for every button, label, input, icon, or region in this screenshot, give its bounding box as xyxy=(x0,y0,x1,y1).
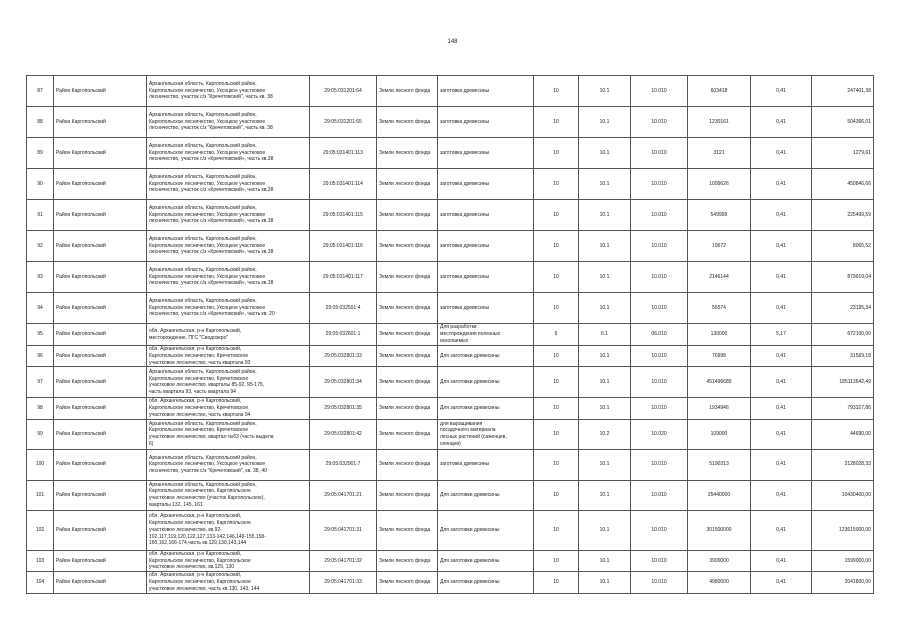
district-cell: Район Каргопольский xyxy=(54,510,147,550)
area-cell: 5190313 xyxy=(688,449,751,480)
subgroup-code-cell: 10.1 xyxy=(579,550,631,571)
subgroup-code-cell: 10.1 xyxy=(579,367,631,398)
district-cell: Район Каргопольский xyxy=(54,76,147,107)
coefficient-cell: 0,41 xyxy=(751,231,812,262)
group-code-cell: 10 xyxy=(534,419,579,449)
land-category-cell: Земли лесного фонда xyxy=(377,231,438,262)
table-row xyxy=(27,572,874,593)
table-row xyxy=(27,550,874,571)
coefficient-cell: 5,17 xyxy=(751,324,812,346)
row-number-cell: 98 xyxy=(27,398,54,419)
permitted-use-cell: Для разработки месторождения полезных ископаемых xyxy=(438,324,534,346)
group-code-cell: 10 xyxy=(534,293,579,324)
table-row xyxy=(27,419,874,449)
table-body xyxy=(27,76,874,594)
value-cell: 2041800,00 xyxy=(812,572,874,593)
address-cell: Архангельская область, Каргопольский район, Каргопольское лесничество, Кречетовское участковое лесничество, квартал №63 (часть выдела 6) xyxy=(147,419,310,449)
group-code-cell: 10 xyxy=(534,572,579,593)
use-code-cell: 10.010 xyxy=(631,107,688,138)
area-cell: 3900000 xyxy=(688,550,751,571)
district-cell: Район Каргопольский xyxy=(54,550,147,571)
cadastral-number-cell: 29:05:031401:116 xyxy=(310,231,377,262)
row-number-cell: 103 xyxy=(27,550,54,571)
land-category-cell: Земли лесного фонда xyxy=(377,138,438,169)
permitted-use-cell: заготовка древесины xyxy=(438,169,534,200)
land-category-cell: Земли лесного фонда xyxy=(377,449,438,480)
group-code-cell: 6 xyxy=(534,324,579,346)
permitted-use-cell: Для заготовки древесины xyxy=(438,398,534,419)
area-cell: 3121 xyxy=(688,138,751,169)
area-cell: 1230161 xyxy=(688,107,751,138)
land-category-cell: Земли лесного фонда xyxy=(377,262,438,293)
land-category-cell: Земли лесного фонда xyxy=(377,398,438,419)
value-cell: 247401,38 xyxy=(812,76,874,107)
use-code-cell: 10.010 xyxy=(631,398,688,419)
value-cell: 31569,18 xyxy=(812,346,874,367)
row-number-cell: 91 xyxy=(27,200,54,231)
group-code-cell: 10 xyxy=(534,346,579,367)
row-number-cell: 101 xyxy=(27,480,54,510)
land-category-cell: Земли лесного фонда xyxy=(377,346,438,367)
district-cell: Район Каргопольский xyxy=(54,449,147,480)
district-cell: Район Каргопольский xyxy=(54,293,147,324)
permitted-use-cell: заготовка древесины xyxy=(438,107,534,138)
row-number-cell: 96 xyxy=(27,346,54,367)
address-cell: Архангельская область, Каргопольский район, Каргопольское лесничество, Уксоцкое участковое лесничество, участок с/з «Кречетовский», часть кв.38 xyxy=(147,169,310,200)
use-code-cell: 10.010 xyxy=(631,200,688,231)
coefficient-cell: 0,41 xyxy=(751,169,812,200)
row-number-cell: 94 xyxy=(27,293,54,324)
address-cell: обл. Архангельская, р-н Каргопольский, месторождение, ПГС "Сводозеро" xyxy=(147,324,310,346)
coefficient-cell: 0,41 xyxy=(751,76,812,107)
area-cell: 25440000 xyxy=(688,480,751,510)
subgroup-code-cell: 10.1 xyxy=(579,262,631,293)
permitted-use-cell: заготовка древесины xyxy=(438,449,534,480)
address-cell: Архангельская область, Каргопольский район, Каргопольское лесничество, Уксоцкое участковое лесничество, участок с/з "Кречетовский", часть кв. 38 xyxy=(147,107,310,138)
coefficient-cell: 0,41 xyxy=(751,138,812,169)
row-number-cell: 95 xyxy=(27,324,54,346)
district-cell: Район Каргопольский xyxy=(54,169,147,200)
group-code-cell: 10 xyxy=(534,367,579,398)
subgroup-code-cell: 10.1 xyxy=(579,200,631,231)
table-row xyxy=(27,107,874,138)
cadastral-number-cell: 29:05:032801:34 xyxy=(310,367,377,398)
table-row xyxy=(27,346,874,367)
cadastral-number-cell: 29:05:032801:35 xyxy=(310,398,377,419)
permitted-use-cell: Для заготовки древесины xyxy=(438,550,534,571)
value-cell: 504366,01 xyxy=(812,107,874,138)
cadastral-number-cell: 29:05:031201:64 xyxy=(310,76,377,107)
use-code-cell: 10.010 xyxy=(631,510,688,550)
value-cell: 185113642,49 xyxy=(812,367,874,398)
group-code-cell: 10 xyxy=(534,76,579,107)
area-cell: 4980000 xyxy=(688,572,751,593)
value-cell: 23195,34 xyxy=(812,293,874,324)
coefficient-cell: 0,41 xyxy=(751,293,812,324)
table-row xyxy=(27,293,874,324)
area-cell: 301500000 xyxy=(688,510,751,550)
area-cell: 451496689 xyxy=(688,367,751,398)
value-cell: 10430400,00 xyxy=(812,480,874,510)
coefficient-cell: 0,41 xyxy=(751,367,812,398)
district-cell: Район Каргопольский xyxy=(54,138,147,169)
area-cell: 56574 xyxy=(688,293,751,324)
land-category-cell: Земли лесного фонда xyxy=(377,107,438,138)
group-code-cell: 10 xyxy=(534,550,579,571)
address-cell: Архангельская область, Каргопольский район, Каргопольское лесничество, Уксоцкое участковое лесничество, участок с/з «Кречетовский», часть кв.38 xyxy=(147,231,310,262)
area-cell: 76998 xyxy=(688,346,751,367)
group-code-cell: 10 xyxy=(534,107,579,138)
value-cell: 793327,86 xyxy=(812,398,874,419)
area-cell: 2146144 xyxy=(688,262,751,293)
land-category-cell: Земли лесного фонда xyxy=(377,510,438,550)
table-row xyxy=(27,480,874,510)
district-cell: Район Каргопольский xyxy=(54,346,147,367)
subgroup-code-cell: 10.1 xyxy=(579,572,631,593)
permitted-use-cell: заготовка древесины xyxy=(438,76,534,107)
permitted-use-cell: заготовка древесины xyxy=(438,231,534,262)
table-row xyxy=(27,231,874,262)
row-number-cell: 99 xyxy=(27,419,54,449)
address-cell: обл. Архангельская, р-н Каргопольский, Каргопольское лесничество, Каргопольское участковое лесничество, часть кв.130, 143, 144 xyxy=(147,572,310,593)
address-cell: Архангельская область, Каргопольский район, Каргопольское лесничество, Уксоцкое участковое лесничество, участок с/з «Кречетовский», часть кв.38 xyxy=(147,138,310,169)
district-cell: Район Каргопольский xyxy=(54,200,147,231)
address-cell: Архангельская область, Каргопольский район, Каргопольское лесничество, Уксоцкое участковое лесничество, участок с/з "Кречетовский", кв. 38, 40 xyxy=(147,449,310,480)
table-row xyxy=(27,398,874,419)
subgroup-code-cell: 10.2 xyxy=(579,419,631,449)
use-code-cell: 10.010 xyxy=(631,293,688,324)
land-category-cell: Земли лесного фонда xyxy=(377,419,438,449)
subgroup-code-cell: 10.1 xyxy=(579,398,631,419)
address-cell: Архангельская область, Каргопольский район, Каргопольское лесничество, Уксоцкое участковое лесничество, участок с/з «Кречетовский», часть кв.38 xyxy=(147,200,310,231)
row-number-cell: 87 xyxy=(27,76,54,107)
subgroup-code-cell: 10.1 xyxy=(579,169,631,200)
cadastral-number-cell: 29:05:041701:33 xyxy=(310,572,377,593)
value-cell: 225499,59 xyxy=(812,200,874,231)
land-register-table xyxy=(26,75,874,594)
land-category-cell: Земли лесного фонда xyxy=(377,169,438,200)
address-cell: Архангельская область, Каргопольский район, Каргопольское лесничество, Кречетовское участковое лесничество, кварталы 85-92, 95-175, часть квартала 93, часть квартала 94 xyxy=(147,367,310,398)
value-cell: 2128028,33 xyxy=(812,449,874,480)
district-cell: Район Каргопольский xyxy=(54,480,147,510)
permitted-use-cell: Для заготовки древесины xyxy=(438,346,534,367)
cadastral-number-cell: 29:05:032501:4 xyxy=(310,293,377,324)
subgroup-code-cell: 10.1 xyxy=(579,107,631,138)
row-number-cell: 89 xyxy=(27,138,54,169)
permitted-use-cell: Для заготовки древесины xyxy=(438,572,534,593)
group-code-cell: 10 xyxy=(534,231,579,262)
permitted-use-cell: Для заготовки древесины xyxy=(438,480,534,510)
subgroup-code-cell: 10.1 xyxy=(579,480,631,510)
permitted-use-cell: заготовка древесины xyxy=(438,262,534,293)
permitted-use-cell: заготовка древесины xyxy=(438,200,534,231)
row-number-cell: 92 xyxy=(27,231,54,262)
permitted-use-cell: Для заготовки древесины xyxy=(438,367,534,398)
table-row xyxy=(27,262,874,293)
coefficient-cell: 0,41 xyxy=(751,398,812,419)
coefficient-cell: 0,41 xyxy=(751,346,812,367)
table-row xyxy=(27,169,874,200)
land-category-cell: Земли лесного фонда xyxy=(377,200,438,231)
cadastral-number-cell: 29:05:041701:31 xyxy=(310,510,377,550)
use-code-cell: 10.020 xyxy=(631,419,688,449)
group-code-cell: 10 xyxy=(534,138,579,169)
coefficient-cell: 0,41 xyxy=(751,480,812,510)
coefficient-cell: 0,41 xyxy=(751,572,812,593)
area-cell: 1934946 xyxy=(688,398,751,419)
cadastral-number-cell: 29:05:032801:42 xyxy=(310,419,377,449)
use-code-cell: 10.010 xyxy=(631,367,688,398)
subgroup-code-cell: 10.1 xyxy=(579,510,631,550)
district-cell: Район Каргопольский xyxy=(54,419,147,449)
row-number-cell: 90 xyxy=(27,169,54,200)
value-cell: 123615000,00 xyxy=(812,510,874,550)
value-cell: 450846,66 xyxy=(812,169,874,200)
address-cell: Архангельская область, Каргопольский район, Каргопольское лесничество, Уксоцкое участковое лесничество, участок с/з "Кречетовский", часть кв. 38 xyxy=(147,76,310,107)
area-cell: 109000 xyxy=(688,419,751,449)
table-row xyxy=(27,138,874,169)
cadastral-number-cell: 29:05:031401:114 xyxy=(310,169,377,200)
cadastral-number-cell: 29:05:031401:113 xyxy=(310,138,377,169)
coefficient-cell: 0,41 xyxy=(751,107,812,138)
cadastral-number-cell: 29:05:031201:65 xyxy=(310,107,377,138)
address-cell: обл. Архангельская, р-н Каргопольский, Каргопольское лесничество, Кречетовское участковое лесничество, часть квартала 93 xyxy=(147,346,310,367)
address-cell: обл. Архангельская, р-н Каргопольский, Каргопольское лесничество, Каргопольское участковое лесничество, кв.129, 130 xyxy=(147,550,310,571)
land-category-cell: Земли лесного фонда xyxy=(377,293,438,324)
permitted-use-cell: для выращивания посадочного материала лесных растений (саженцев, сеянцев) xyxy=(438,419,534,449)
use-code-cell: 06.010 xyxy=(631,324,688,346)
subgroup-code-cell: 10.1 xyxy=(579,346,631,367)
subgroup-code-cell: 10.1 xyxy=(579,231,631,262)
table-row xyxy=(27,324,874,346)
coefficient-cell: 0,41 xyxy=(751,510,812,550)
district-cell: Район Каргопольский xyxy=(54,398,147,419)
coefficient-cell: 0,41 xyxy=(751,550,812,571)
cadastral-number-cell: 29:05:041701:21 xyxy=(310,480,377,510)
use-code-cell: 10.010 xyxy=(631,480,688,510)
cadastral-number-cell: 29:05:032601:1 xyxy=(310,324,377,346)
group-code-cell: 10 xyxy=(534,398,579,419)
value-cell: 8065,52 xyxy=(812,231,874,262)
land-category-cell: Земли лесного фонда xyxy=(377,367,438,398)
use-code-cell: 10.010 xyxy=(631,138,688,169)
coefficient-cell: 0,41 xyxy=(751,262,812,293)
district-cell: Район Каргопольский xyxy=(54,107,147,138)
district-cell: Район Каргопольский xyxy=(54,367,147,398)
group-code-cell: 10 xyxy=(534,480,579,510)
value-cell: 1599000,00 xyxy=(812,550,874,571)
group-code-cell: 10 xyxy=(534,510,579,550)
permitted-use-cell: заготовка древесины xyxy=(438,138,534,169)
use-code-cell: 10.010 xyxy=(631,449,688,480)
group-code-cell: 10 xyxy=(534,449,579,480)
row-number-cell: 93 xyxy=(27,262,54,293)
coefficient-cell: 0,41 xyxy=(751,419,812,449)
group-code-cell: 10 xyxy=(534,262,579,293)
subgroup-code-cell: 6.1 xyxy=(579,324,631,346)
district-cell: Район Каргопольский xyxy=(54,262,147,293)
area-cell: 130000 xyxy=(688,324,751,346)
use-code-cell: 10.010 xyxy=(631,231,688,262)
row-number-cell: 100 xyxy=(27,449,54,480)
address-cell: обл. Архангельская, р-н Каргопольский, Каргопольское лесничество, Кречетовское участковое лесничество, часть квартала 94 xyxy=(147,398,310,419)
page-number: 148 xyxy=(447,39,458,45)
cadastral-number-cell: 29:05:032901:7 xyxy=(310,449,377,480)
district-cell: Район Каргопольский xyxy=(54,572,147,593)
area-cell: 19672 xyxy=(688,231,751,262)
use-code-cell: 10.010 xyxy=(631,346,688,367)
coefficient-cell: 0,41 xyxy=(751,200,812,231)
value-cell: 1279,61 xyxy=(812,138,874,169)
land-category-cell: Земли лесного фонда xyxy=(377,550,438,571)
district-cell: Район Каргопольский xyxy=(54,324,147,346)
land-category-cell: Земли лесного фонда xyxy=(377,572,438,593)
row-number-cell: 97 xyxy=(27,367,54,398)
subgroup-code-cell: 10.1 xyxy=(579,76,631,107)
group-code-cell: 10 xyxy=(534,200,579,231)
use-code-cell: 10.010 xyxy=(631,262,688,293)
use-code-cell: 10.010 xyxy=(631,76,688,107)
value-cell: 44690,00 xyxy=(812,419,874,449)
cadastral-number-cell: 29:05:031401:117 xyxy=(310,262,377,293)
group-code-cell: 10 xyxy=(534,169,579,200)
land-category-cell: Земли лесного фонда xyxy=(377,324,438,346)
coefficient-cell: 0,41 xyxy=(751,449,812,480)
district-cell: Район Каргопольский xyxy=(54,231,147,262)
value-cell: 672100,00 xyxy=(812,324,874,346)
table-row xyxy=(27,200,874,231)
subgroup-code-cell: 10.1 xyxy=(579,138,631,169)
subgroup-code-cell: 10.1 xyxy=(579,449,631,480)
land-category-cell: Земли лесного фонда xyxy=(377,76,438,107)
use-code-cell: 10.010 xyxy=(631,572,688,593)
table-row xyxy=(27,367,874,398)
value-cell: 879919,04 xyxy=(812,262,874,293)
table-row xyxy=(27,76,874,107)
row-number-cell: 102 xyxy=(27,510,54,550)
cadastral-number-cell: 29:05:041701:32 xyxy=(310,550,377,571)
address-cell: обл. Архангельская, р-н Каргопольский, Каргопольское лесничество, Каргопольское участковое лесничество, кв.92- 102,117,119,120,122,127,133-142,146,149-155,158- 160,162,166-174,часть кв.129,130,143,144 xyxy=(147,510,310,550)
use-code-cell: 10.010 xyxy=(631,169,688,200)
address-cell: Архангельская область, Каргопольский район, Каргопольское лесничество, Уксоцкое участковое лесничество, участок с/з «Кречетовский», часть кв.38 xyxy=(147,262,310,293)
area-cell: 549999 xyxy=(688,200,751,231)
subgroup-code-cell: 10.1 xyxy=(579,293,631,324)
row-number-cell: 104 xyxy=(27,572,54,593)
address-cell: Архангельская область, Каргопольский район, Каргопольское лесничество, Уксоцкое участковое лесничество, участок с/з «Кречетовский», часть кв. 20 xyxy=(147,293,310,324)
area-cell: 1099626 xyxy=(688,169,751,200)
table-row xyxy=(27,449,874,480)
cadastral-number-cell: 29:05:032801:33 xyxy=(310,346,377,367)
row-number-cell: 88 xyxy=(27,107,54,138)
table-row xyxy=(27,510,874,550)
area-cell: 603418 xyxy=(688,76,751,107)
use-code-cell: 10.010 xyxy=(631,550,688,571)
address-cell: Архангельская область, Каргопольский район, Каргопольское лесничество, Каргопольское участковое лесничество (участок Каргопольское), кварталы 132, 145, 161 xyxy=(147,480,310,510)
cadastral-number-cell: 29:05:031401:115 xyxy=(310,200,377,231)
permitted-use-cell: заготовка древесины xyxy=(438,293,534,324)
permitted-use-cell: Для заготовки древесины xyxy=(438,510,534,550)
land-category-cell: Земли лесного фонда xyxy=(377,480,438,510)
